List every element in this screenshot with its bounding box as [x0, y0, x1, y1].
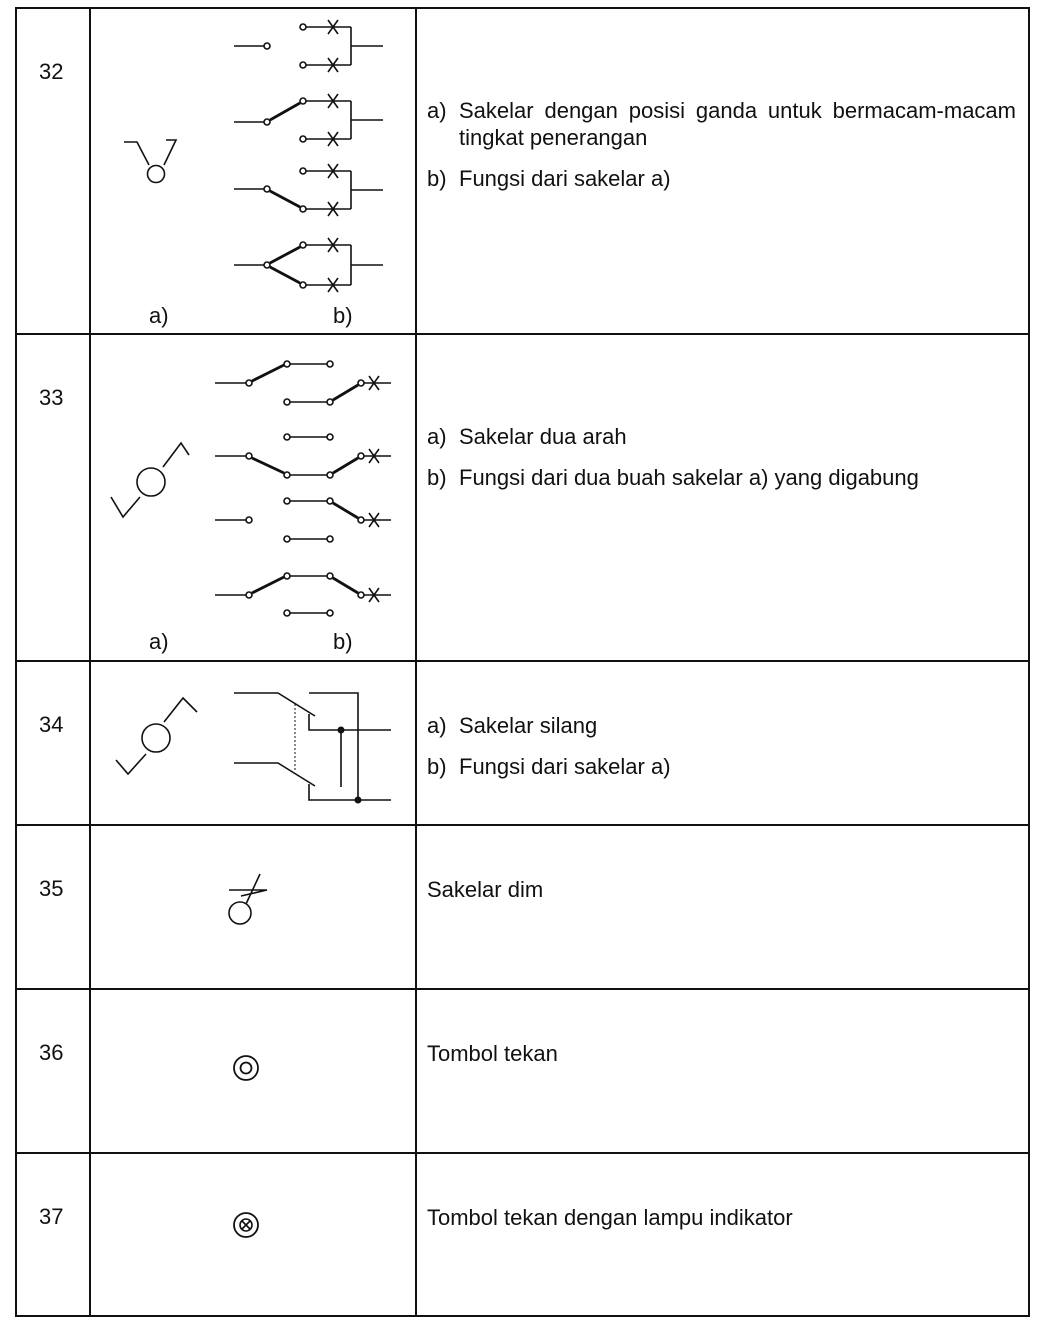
symbol-label-a: a) [149, 303, 169, 328]
description-cell [416, 8, 1029, 334]
description-cell [416, 661, 1029, 825]
two-way-switch-symbol [91, 335, 415, 662]
description-cell [416, 334, 1029, 661]
description-text: Sakelar dim [427, 877, 544, 902]
row-number: 32 [39, 59, 64, 84]
description-item-b: b) Fungsi dari sakelar a) [427, 166, 671, 191]
cross-switch-symbol [91, 662, 415, 826]
switch-symbol-a [124, 140, 176, 165]
symbol-label-a: a) [149, 629, 169, 654]
description-text: Tombol tekan [427, 1041, 558, 1066]
table-row [16, 334, 1029, 661]
description-item-b: b) Fungsi dari dua buah sakelar a) yang digabung [427, 465, 919, 490]
row-number-cell [16, 1153, 90, 1316]
row-number: 34 [39, 712, 64, 737]
table-row [16, 989, 1029, 1153]
symbol-cell [90, 989, 416, 1153]
multi-position-switch-symbol [91, 9, 415, 335]
description-item-b: b) Fungsi dari sakelar a) [427, 754, 671, 779]
description-cell [416, 825, 1029, 989]
description-cell [416, 989, 1029, 1153]
table-row [16, 661, 1029, 825]
description-item-a: a) Sakelar silang [427, 713, 598, 738]
table-row [16, 1153, 1029, 1316]
row-number-cell [16, 825, 90, 989]
table-row [16, 825, 1029, 989]
push-button-symbol [91, 990, 415, 1154]
symbol-table [15, 7, 1030, 1317]
row-number-cell [16, 8, 90, 334]
row-number: 35 [39, 876, 64, 901]
symbol-cell [90, 334, 416, 661]
description-text: Tombol tekan dengan lampu indikator [427, 1205, 793, 1230]
row-number: 37 [39, 1204, 64, 1229]
row-number-cell [16, 334, 90, 661]
symbol-cell [90, 8, 416, 334]
description-item-a: a) Sakelar dengan posisi ganda untuk bermacam-macam tingkat penerangan [427, 98, 1016, 150]
description-item-a: a) Sakelar dua arah [427, 424, 627, 449]
row-number-cell [16, 661, 90, 825]
row-number: 36 [39, 1040, 64, 1065]
symbol-label-b: b) [333, 303, 353, 328]
symbol-cell [90, 1153, 416, 1316]
row-number-cell [16, 989, 90, 1153]
dimmer-switch-symbol [91, 826, 415, 990]
symbol-label-b: b) [333, 629, 353, 654]
description-cell [416, 1153, 1029, 1316]
symbol-cell [90, 661, 416, 825]
push-button-indicator-lamp-symbol [91, 1154, 415, 1317]
symbol-cell [90, 825, 416, 989]
table-row [16, 8, 1029, 334]
row-number: 33 [39, 385, 64, 410]
